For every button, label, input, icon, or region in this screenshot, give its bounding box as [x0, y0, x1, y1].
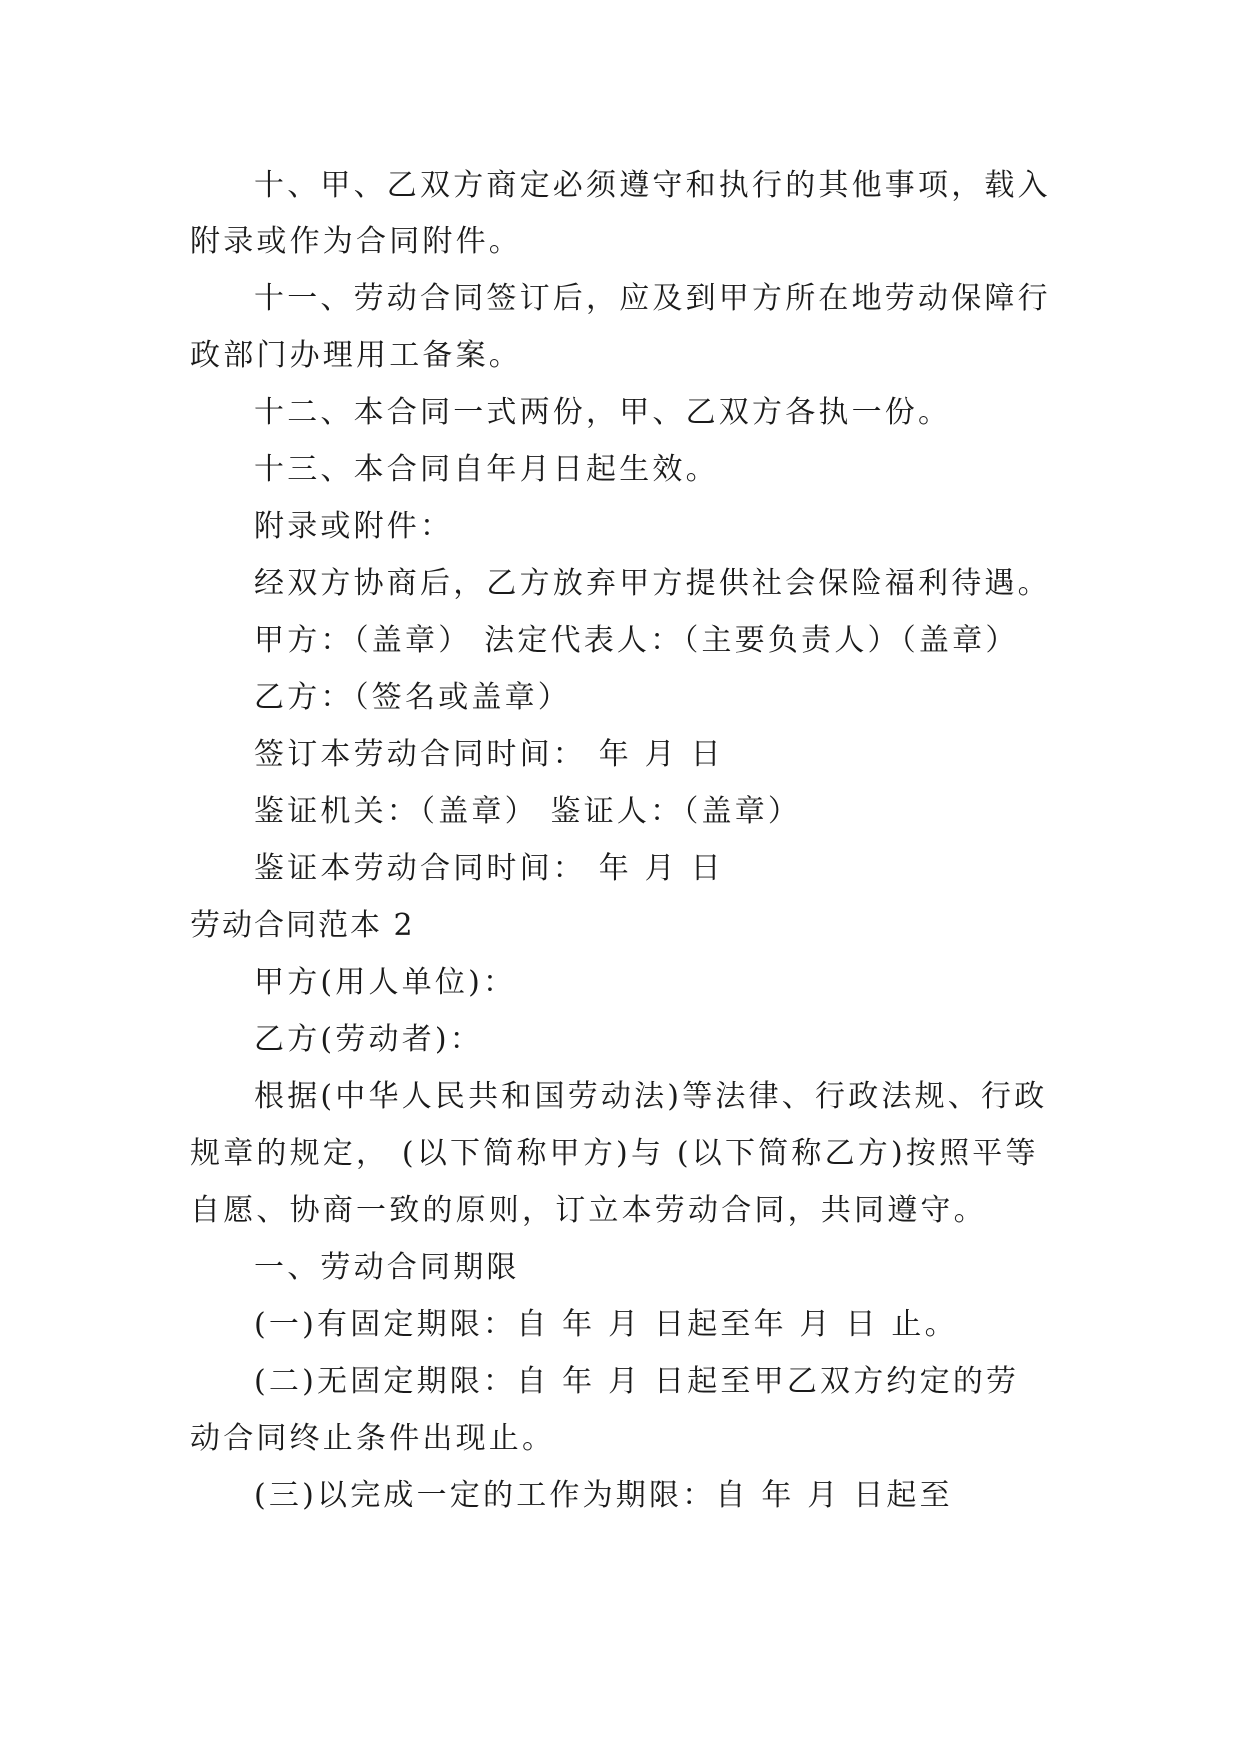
preamble-line-1: 根据(中华人民共和国劳动法)等法律、行政法规、行政: [254, 1079, 1048, 1114]
signing-date: 签订本劳动合同时间： 年 月 日: [254, 737, 724, 772]
task-term-item: (三)以完成一定的工作为期限：自 年 月 日起至: [254, 1478, 953, 1513]
term-heading: 一、劳动合同期限: [254, 1250, 520, 1285]
appendix-content: 经双方协商后，乙方放弃甲方提供社会保险福利待遇。: [254, 566, 1051, 601]
clause-11-line-1: 十一、劳动合同签订后，应及到甲方所在地劳动保障行: [254, 281, 1051, 316]
appendix-label: 附录或附件：: [254, 509, 454, 544]
verification-date: 鉴证本劳动合同时间： 年 月 日: [254, 851, 724, 886]
verification-authority: 鉴证机关：（盖章） 鉴证人：（盖章）: [254, 794, 802, 829]
clause-10-line-2: 附录或作为合同附件。: [190, 224, 522, 259]
employee-field: 乙方(劳动者)：: [254, 1022, 484, 1057]
section-title: 劳动合同范本 2: [190, 908, 415, 943]
party-a-signature: 甲方：（盖章） 法定代表人：（主要负责人）（盖章）: [254, 623, 1019, 658]
clause-13: 十三、本合同自年月日起生效。: [254, 452, 719, 487]
clause-12: 十二、本合同一式两份，甲、乙双方各执一份。: [254, 395, 952, 430]
open-term-item-line-1: (二)无固定期限：自 年 月 日起至甲乙双方约定的劳: [254, 1364, 1020, 1399]
fixed-term-item: (一)有固定期限：自 年 月 日起至年 月 日 止。: [254, 1307, 958, 1342]
clause-11-line-2: 政部门办理用工备案。: [190, 338, 522, 373]
clause-10-line-1: 十、甲、乙双方商定必须遵守和执行的其他事项，载入: [254, 168, 1051, 203]
employer-field: 甲方(用人单位)：: [254, 965, 517, 1000]
preamble-line-3: 自愿、协商一致的原则，订立本劳动合同，共同遵守。: [190, 1193, 987, 1228]
preamble-line-2: 规章的规定， (以下简称甲方)与 (以下简称乙方)按照平等: [190, 1136, 1039, 1171]
open-term-item-line-2: 动合同终止条件出现止。: [190, 1421, 556, 1456]
party-b-signature: 乙方：（签名或盖章）: [254, 680, 571, 715]
